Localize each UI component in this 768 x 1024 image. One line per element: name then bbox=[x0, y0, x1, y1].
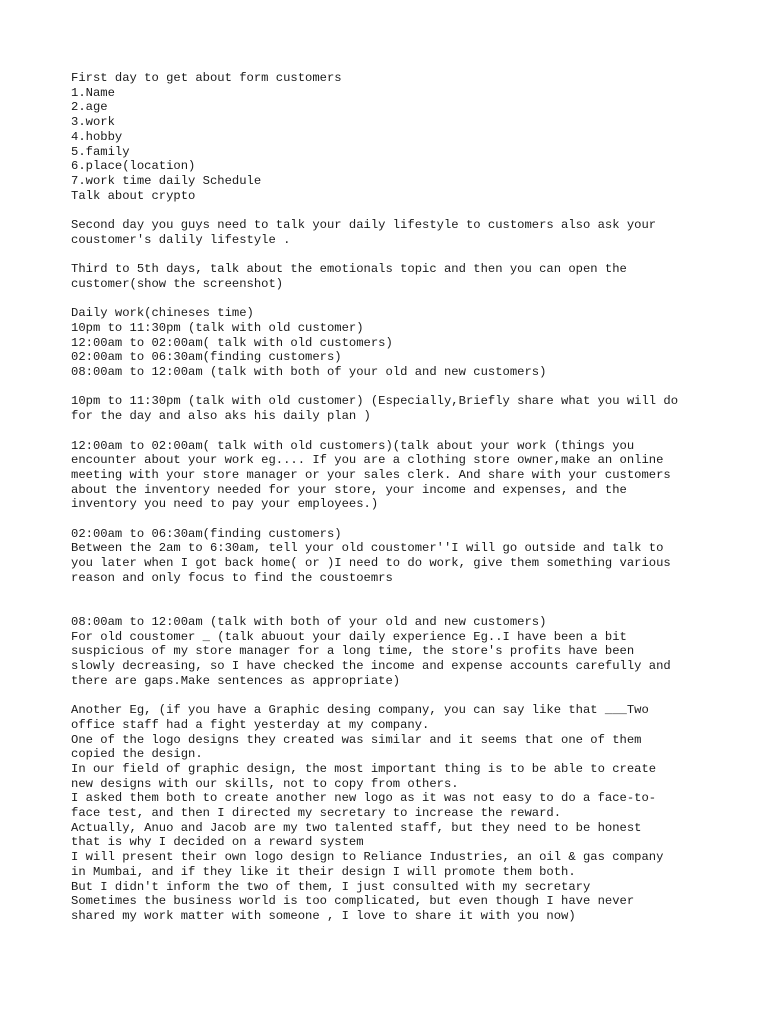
text-line: you later when I got back home( or )I need to do work, give them something various bbox=[71, 556, 671, 571]
text-line: Actually, Anuo and Jacob are my two talented staff, but they need to be honest bbox=[71, 820, 642, 835]
text-line: about the inventory needed for your store, your income and expenses, and the bbox=[71, 482, 627, 497]
text-line: 12:00am to 02:00am( talk with old customers)(talk about your work (things you bbox=[71, 438, 635, 453]
text-line: 02:00am to 06:30am(finding customers) bbox=[71, 526, 342, 541]
text-line: suspicious of my store manager for a long time, the store's profits have been bbox=[71, 644, 635, 659]
text-line: 1.Name bbox=[71, 85, 115, 100]
paragraph-first-day bbox=[71, 71, 711, 203]
text-line: But I didn't inform the two of them, I just consulted with my secretary bbox=[71, 879, 591, 894]
text-line: 10pm to 11:30pm (talk with old customer) bbox=[71, 320, 364, 335]
text-line: 08:00am to 12:00am (talk with both of your old and new customers) bbox=[71, 614, 547, 629]
text-line: there are gaps.Make sentences as appropriate) bbox=[71, 673, 401, 688]
text-line: face test, and then I directed my secretary to increase the reward. bbox=[71, 806, 562, 821]
text-line: 6.place(location) bbox=[71, 159, 196, 174]
text-line: Third to 5th days, talk about the emotionals topic and then you can open the bbox=[71, 262, 627, 277]
text-line: for the day and also aks his daily plan ) bbox=[71, 409, 371, 424]
paragraph-2am-slot bbox=[71, 527, 711, 586]
document-page bbox=[71, 71, 711, 938]
text-line: shared my work matter with someone , I love to share it with you now) bbox=[71, 908, 576, 923]
paragraph-10pm-slot bbox=[71, 394, 711, 423]
text-line: For old coustomer _ (talk abuout your daily experience Eg..I have been a bit bbox=[71, 629, 627, 644]
text-line: inventory you need to pay your employees.) bbox=[71, 497, 379, 512]
text-line: 02:00am to 06:30am(finding customers) bbox=[71, 350, 342, 365]
paragraph-8am-slot bbox=[71, 615, 711, 689]
text-line: 2.age bbox=[71, 100, 108, 115]
paragraph-second-day bbox=[71, 218, 711, 247]
text-line: Sometimes the business world is too complicated, but even though I have never bbox=[71, 894, 635, 909]
text-line: meeting with your store manager or your sales clerk. And share with your customers bbox=[71, 467, 671, 482]
paragraph-12am-slot bbox=[71, 439, 711, 513]
text-line: I will present their own logo design to Reliance Industries, an oil & gas company bbox=[71, 850, 664, 865]
text-line: customer(show the screenshot) bbox=[71, 276, 284, 291]
text-line: Daily work(chineses time) bbox=[71, 306, 254, 321]
text-line: 12:00am to 02:00am( talk with old customers) bbox=[71, 335, 393, 350]
text-line: Second day you guys need to talk your daily lifestyle to customers also ask your bbox=[71, 218, 657, 233]
text-line: 08:00am to 12:00am (talk with both of your old and new customers) bbox=[71, 365, 547, 380]
paragraph-daily-work bbox=[71, 306, 711, 380]
text-line: Talk about crypto bbox=[71, 188, 196, 203]
text-line: Between the 2am to 6:30am, tell your old coustomer''I will go outside and talk to bbox=[71, 541, 664, 556]
text-line: slowly decreasing, so I have checked the income and expense accounts carefully and bbox=[71, 659, 671, 674]
text-line: new designs with our skills, not to copy from others. bbox=[71, 776, 459, 791]
text-line: 7.work time daily Schedule bbox=[71, 173, 262, 188]
text-line: office staff had a fight yesterday at my company. bbox=[71, 717, 430, 732]
paragraph-another-example bbox=[71, 703, 711, 924]
text-line: First day to get about form customers bbox=[71, 71, 342, 85]
text-line: In our field of graphic design, the most important thing is to be able to create bbox=[71, 761, 657, 776]
text-line: Another Eg, (if you have a Graphic desing company, you can say like that ___Two bbox=[71, 703, 649, 718]
text-line: 4.hobby bbox=[71, 129, 123, 144]
text-line: reason and only focus to find the coustoemrs bbox=[71, 570, 393, 585]
text-line: 5.family bbox=[71, 144, 130, 159]
text-line: copied the design. bbox=[71, 747, 203, 762]
text-line: coustomer's dalily lifestyle . bbox=[71, 232, 291, 247]
text-line: I asked them both to create another new logo as it was not easy to do a face-to- bbox=[71, 791, 657, 806]
text-line: 3.work bbox=[71, 115, 115, 130]
text-line: One of the logo designs they created was similar and it seems that one of them bbox=[71, 732, 642, 747]
text-line: 10pm to 11:30pm (talk with old customer) (Especially,Briefly share what you will do bbox=[71, 394, 679, 409]
text-line: encounter about your work eg.... If you are a clothing store owner,make an online bbox=[71, 453, 664, 468]
text-line: in Mumbai, and if they like it their design I will promote them both. bbox=[71, 864, 576, 879]
text-line: that is why I decided on a reward system bbox=[71, 835, 364, 850]
paragraph-third-day bbox=[71, 262, 711, 291]
